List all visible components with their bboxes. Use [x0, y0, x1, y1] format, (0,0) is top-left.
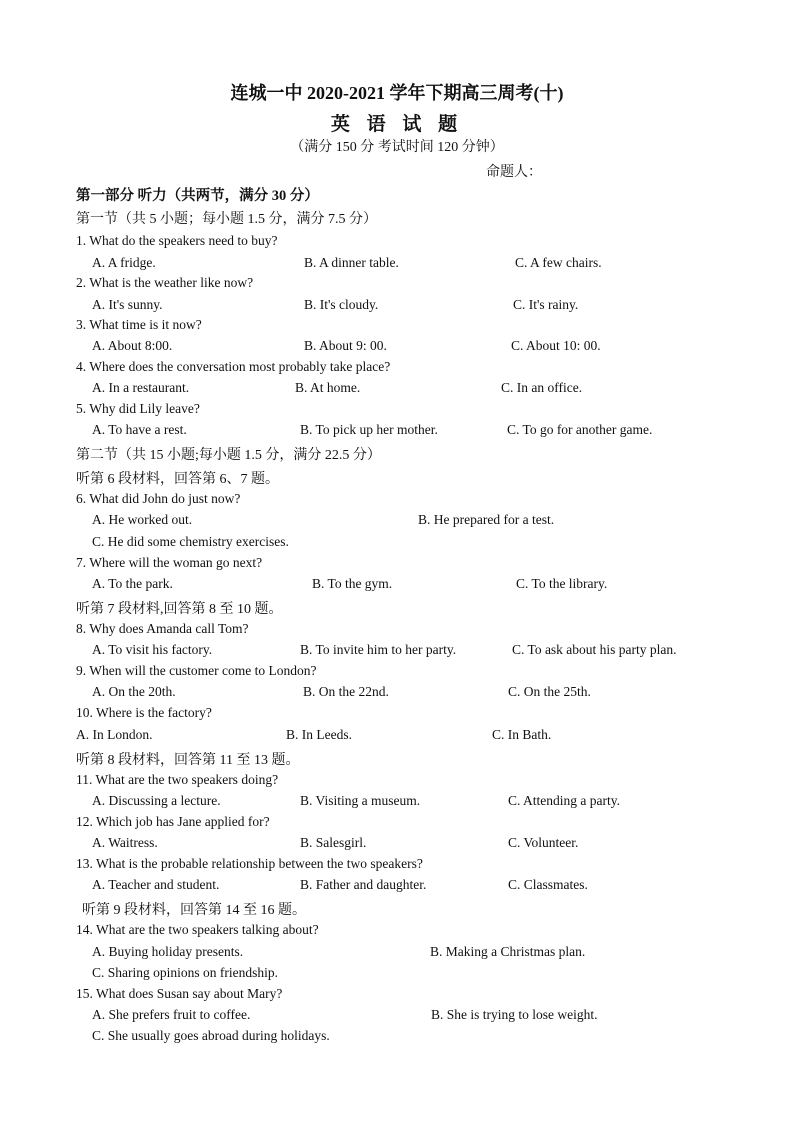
q8-option-c: C. To ask about his party plan. [512, 642, 677, 657]
q3-option-c: C. About 10: 00. [511, 338, 601, 353]
section1-heading: 第一节（共 5 小题；每小题 1.5 分，满分 7.5 分） [76, 212, 377, 227]
material-9-heading: 听第 9 段材料，回答第 14 至 16 题。 [82, 903, 306, 918]
author-label: 命题人： [486, 165, 542, 180]
q4-option-a: A. In a restaurant. [92, 380, 190, 395]
question-13: 13. What is the probable relationship between the two speakers? [76, 856, 423, 871]
question-9: 9. When will the customer come to London? [76, 663, 317, 678]
q14-option-a: A. Buying holiday presents. [92, 944, 244, 959]
q1-option-a: A. A fridge. [92, 255, 156, 270]
q5-option-c: C. To go for another game. [507, 422, 653, 437]
question-14: 14. What are the two speakers talking about? [76, 922, 319, 937]
q10-option-c: C. In Bath. [492, 727, 552, 742]
q11-option-a: A. Discussing a lecture. [92, 793, 221, 808]
q15-option-a: A. She prefers fruit to coffee. [92, 1007, 251, 1022]
q5-option-b: B. To pick up her mother. [300, 422, 438, 437]
question-15: 15. What does Susan say about Mary? [76, 986, 283, 1001]
q8-option-a: A. To visit his factory. [92, 642, 213, 657]
q10-option-a: A. In London. [76, 727, 153, 742]
q6-option-a: A. He worked out. [92, 512, 193, 527]
q2-option-a: A. It's sunny. [92, 297, 163, 312]
q12-option-c: C. Volunteer. [508, 835, 579, 850]
question-11: 11. What are the two speakers doing? [76, 772, 279, 787]
q5-option-a: A. To have a rest. [92, 422, 187, 437]
q12-option-b: B. Salesgirl. [300, 835, 367, 850]
q11-option-b: B. Visiting a museum. [300, 793, 421, 808]
material-8-heading: 听第 8 段材料，回答第 11 至 13 题。 [76, 753, 300, 768]
q2-option-c: C. It's rainy. [513, 297, 579, 312]
q9-option-a: A. On the 20th. [92, 684, 176, 699]
q13-option-b: B. Father and daughter. [300, 877, 427, 892]
material-6-heading: 听第 6 段材料，回答第 6、7 题。 [76, 472, 279, 487]
q15-option-c: C. She usually goes abroad during holidays. [92, 1028, 330, 1043]
q10-option-b: B. In Leeds. [286, 727, 352, 742]
question-1: 1. What do the speakers need to buy? [76, 233, 278, 248]
q7-option-a: A. To the park. [92, 576, 173, 591]
q9-option-b: B. On the 22nd. [303, 684, 389, 699]
material-7-heading: 听第 7 段材料,回答第 8 至 10 题。 [76, 602, 283, 617]
question-2: 2. What is the weather like now? [76, 275, 254, 290]
exam-info: （满分 150 分 考试时间 120 分钟） [290, 140, 504, 155]
question-7: 7. Where will the woman go next? [76, 555, 263, 570]
q6-option-c: C. He did some chemistry exercises. [92, 534, 289, 549]
q3-option-a: A. About 8:00. [92, 338, 173, 353]
q2-option-b: B. It's cloudy. [304, 297, 379, 312]
q9-option-c: C. On the 25th. [508, 684, 591, 699]
q15-option-b: B. She is trying to lose weight. [431, 1007, 598, 1022]
question-8: 8. Why does Amanda call Tom? [76, 621, 249, 636]
q14-option-c: C. Sharing opinions on friendship. [92, 965, 278, 980]
q13-option-c: C. Classmates. [508, 877, 588, 892]
question-12: 12. Which job has Jane applied for? [76, 814, 270, 829]
question-5: 5. Why did Lily leave? [76, 401, 200, 416]
question-4: 4. Where does the conversation most probably take place? [76, 359, 391, 374]
q6-option-b: B. He prepared for a test. [418, 512, 555, 527]
part1-heading: 第一部分 听力（共两节，满分 30 分） [76, 188, 319, 204]
question-3: 3. What time is it now? [76, 317, 202, 332]
q8-option-b: B. To invite him to her party. [300, 642, 457, 657]
q4-option-c: C. In an office. [501, 380, 583, 395]
exam-title: 连城一中 2020-2021 学年下期高三周考(十) [230, 83, 564, 103]
q1-option-b: B. A dinner table. [304, 255, 399, 270]
q7-option-c: C. To the library. [516, 576, 608, 591]
q4-option-b: B. At home. [295, 380, 361, 395]
q7-option-b: B. To the gym. [312, 576, 393, 591]
question-10: 10. Where is the factory? [76, 705, 212, 720]
q13-option-a: A. Teacher and student. [92, 877, 220, 892]
section2-heading: 第二节（共 15 小题;每小题 1.5 分，满分 22.5 分） [76, 448, 381, 463]
subject-title: 英 语 试 题 [330, 114, 464, 135]
q3-option-b: B. About 9: 00. [304, 338, 387, 353]
q11-option-c: C. Attending a party. [508, 793, 620, 808]
q1-option-c: C. A few chairs. [515, 255, 602, 270]
q12-option-a: A. Waitress. [92, 835, 158, 850]
q14-option-b: B. Making a Christmas plan. [430, 944, 586, 959]
question-6: 6. What did John do just now? [76, 491, 241, 506]
